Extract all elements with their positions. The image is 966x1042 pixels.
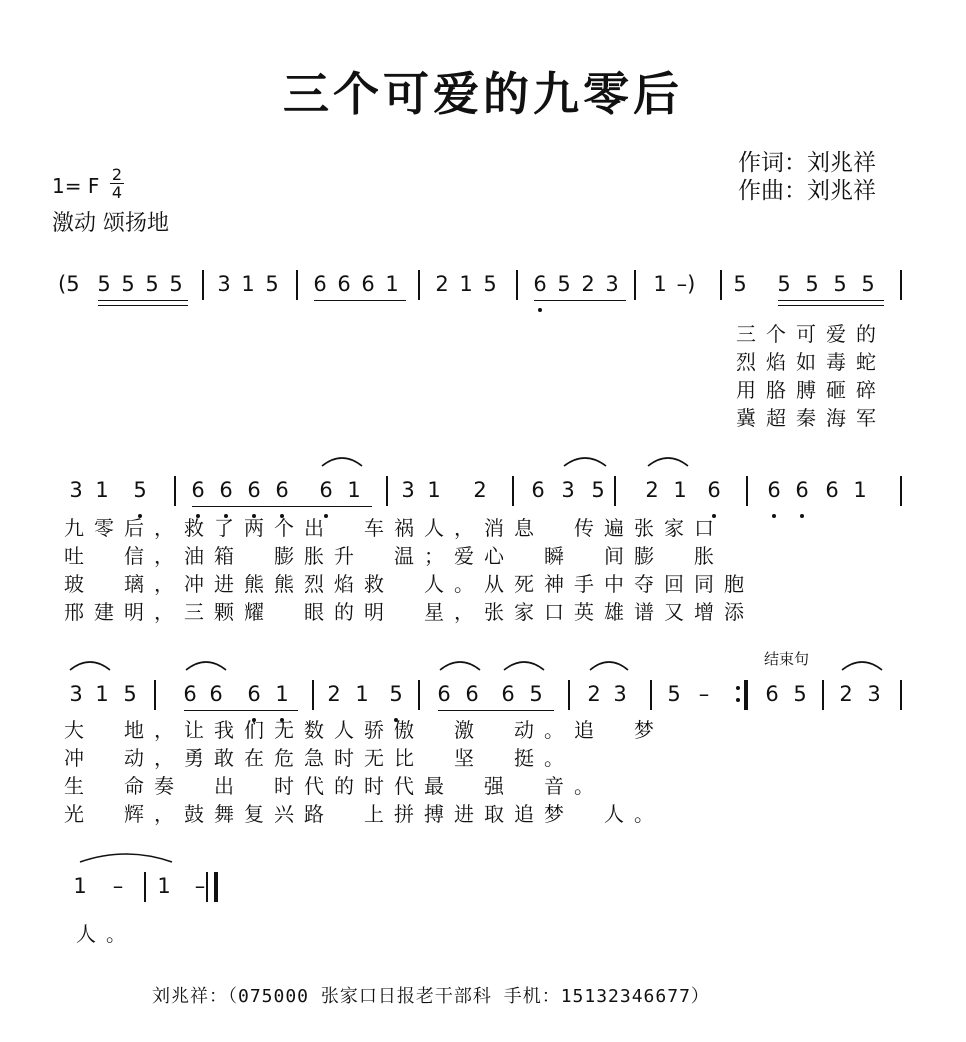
note: 2 [839, 682, 853, 706]
note: 6 [247, 682, 261, 706]
beam-underline [438, 710, 554, 711]
note: 2 [587, 682, 601, 706]
note: 2 [645, 478, 659, 502]
note: 6 [531, 478, 545, 502]
beam-underline [314, 300, 406, 301]
note: 6 [361, 272, 375, 296]
note: –) [676, 272, 696, 296]
lyric-verse-2: 冲 动，勇敢在危急时无比 坚 挺。 [64, 746, 574, 770]
barline [568, 680, 570, 710]
lyricist-credit: 作词：刘兆祥 [738, 150, 876, 176]
barline [650, 680, 652, 710]
note: 2 [327, 682, 341, 706]
note: 5 [733, 272, 747, 296]
note: 5 [793, 682, 807, 706]
note: 3 [561, 478, 575, 502]
lyric-verse-3: 用胳膊砸碎 [736, 378, 886, 402]
note: 5 [389, 682, 403, 706]
slur [440, 662, 480, 670]
barline [144, 872, 146, 902]
slur [564, 458, 606, 466]
note: 6 [437, 682, 451, 706]
final-barline-thin [206, 872, 208, 902]
barline [822, 680, 824, 710]
barline [512, 476, 514, 506]
note: 6 [313, 272, 327, 296]
note: 5 [833, 272, 847, 296]
barline [634, 270, 636, 300]
repeat-dot [736, 698, 740, 702]
octave-dot [772, 514, 776, 518]
note: 3 [69, 682, 83, 706]
barline [900, 476, 902, 506]
note: (5 [58, 272, 80, 296]
note: 3 [69, 478, 83, 502]
barline [174, 476, 176, 506]
note: 2 [473, 478, 487, 502]
note: 6 [209, 682, 223, 706]
note: 6 [767, 478, 781, 502]
note: 6 [219, 478, 233, 502]
note: 1 [853, 478, 867, 502]
note: 5 [861, 272, 875, 296]
note: 5 [557, 272, 571, 296]
song-title: 三个可爱的九零后 [283, 67, 683, 121]
note: 6 [319, 478, 333, 502]
key-signature: 1= F [52, 174, 100, 198]
beam-underline [778, 300, 884, 301]
note: 1 [427, 478, 441, 502]
lyric-verse-2: 烈焰如毒蛇 [736, 350, 886, 374]
note: – [194, 874, 206, 898]
note: 6 [501, 682, 515, 706]
note: 5 [777, 272, 791, 296]
note: 5 [123, 682, 137, 706]
octave-dot [800, 514, 804, 518]
note: 1 [275, 682, 289, 706]
note: 6 [275, 478, 289, 502]
note: 3 [605, 272, 619, 296]
note: 3 [217, 272, 231, 296]
slur [322, 458, 362, 466]
repeat-dot [736, 686, 740, 690]
beam-underline [778, 305, 884, 306]
note: 6 [465, 682, 479, 706]
barline [386, 476, 388, 506]
note: 5 [97, 272, 111, 296]
beam-underline [192, 506, 372, 507]
repeat-barline [744, 680, 748, 710]
barline [900, 680, 902, 710]
note: 5 [169, 272, 183, 296]
note: 1 [95, 682, 109, 706]
note: 5 [591, 478, 605, 502]
note: – [698, 682, 710, 706]
beam-underline [98, 305, 188, 306]
barline [154, 680, 156, 710]
note: 1 [241, 272, 255, 296]
footer-contact: 刘兆祥：（075000 张家口日报老干部科 手机：15132346677） [152, 986, 710, 1007]
barline [900, 270, 902, 300]
note: 1 [95, 478, 109, 502]
slur [648, 458, 688, 466]
lyric-verse-4: 光 辉，鼓舞复兴路 上拼搏进取追梦 人。 [64, 802, 664, 826]
beam-underline [534, 300, 626, 301]
time-signature-top: 2 [111, 165, 123, 184]
note: 6 [337, 272, 351, 296]
lyric-verse-2: 吐 信，油箱 膨胀升 温；爱心 瞬 间膨 胀 [64, 544, 724, 568]
slur [842, 662, 882, 670]
note: 3 [401, 478, 415, 502]
note: 5 [133, 478, 147, 502]
slur [590, 662, 628, 670]
slur [186, 662, 226, 670]
note: 1 [653, 272, 667, 296]
time-signature [108, 166, 126, 201]
beam-underline [184, 710, 298, 711]
note: 1 [459, 272, 473, 296]
note: 5 [265, 272, 279, 296]
note: 3 [867, 682, 881, 706]
lyric-verse-1: 大 地，让我们无数人骄傲 激 动。追 梦 [64, 718, 664, 742]
lyric-verse-3: 生 命奏 出 时代的时代最 强 音。 [64, 774, 604, 798]
ending-label: 结束句 [764, 650, 810, 668]
note: 2 [581, 272, 595, 296]
lyric-verse-4: 邢建明，三颗耀 眼的明 星，张家口英雄谱又增添 [64, 600, 754, 624]
barline [418, 270, 420, 300]
note: 1 [73, 874, 87, 898]
note: 5 [145, 272, 159, 296]
lyric-verse-4: 冀超秦海军 [736, 406, 886, 430]
tempo-marking: 激动 颂扬地 [52, 211, 169, 236]
note: 5 [529, 682, 543, 706]
note: 6 [191, 478, 205, 502]
note: 5 [121, 272, 135, 296]
note: 1 [385, 272, 399, 296]
time-signature-bottom: 4 [111, 183, 123, 202]
note: 6 [183, 682, 197, 706]
beam-underline [98, 300, 188, 301]
note: 6 [707, 478, 721, 502]
note: 6 [765, 682, 779, 706]
barline [202, 270, 204, 300]
slur [70, 662, 110, 670]
note: 6 [795, 478, 809, 502]
note: 6 [533, 272, 547, 296]
lyric-verse-1: 三个可爱的 [736, 322, 886, 346]
note: 3 [613, 682, 627, 706]
note: 5 [667, 682, 681, 706]
note: 1 [157, 874, 171, 898]
barline [614, 476, 616, 506]
note: 2 [435, 272, 449, 296]
lyric-verse-1: 人。 [76, 922, 136, 946]
slur [504, 662, 544, 670]
barline [312, 680, 314, 710]
note: 1 [347, 478, 361, 502]
note: 1 [355, 682, 369, 706]
note: – [112, 874, 124, 898]
barline [720, 270, 722, 300]
final-barline-thick [214, 872, 218, 902]
lyric-verse-1: 九零后，救了两个出 车祸人，消息 传遍张家口 [64, 516, 724, 540]
note: 5 [805, 272, 819, 296]
lyric-verse-3: 玻 璃，冲进熊熊烈焰救 人。从死神手中夺回同胞 [64, 572, 754, 596]
note: 6 [825, 478, 839, 502]
barline [746, 476, 748, 506]
barline [418, 680, 420, 710]
barline [516, 270, 518, 300]
note: 5 [483, 272, 497, 296]
note: 6 [247, 478, 261, 502]
composer-credit: 作曲：刘兆祥 [738, 178, 876, 204]
slur [80, 854, 172, 862]
note: 1 [673, 478, 687, 502]
octave-dot [538, 308, 542, 312]
barline [296, 270, 298, 300]
